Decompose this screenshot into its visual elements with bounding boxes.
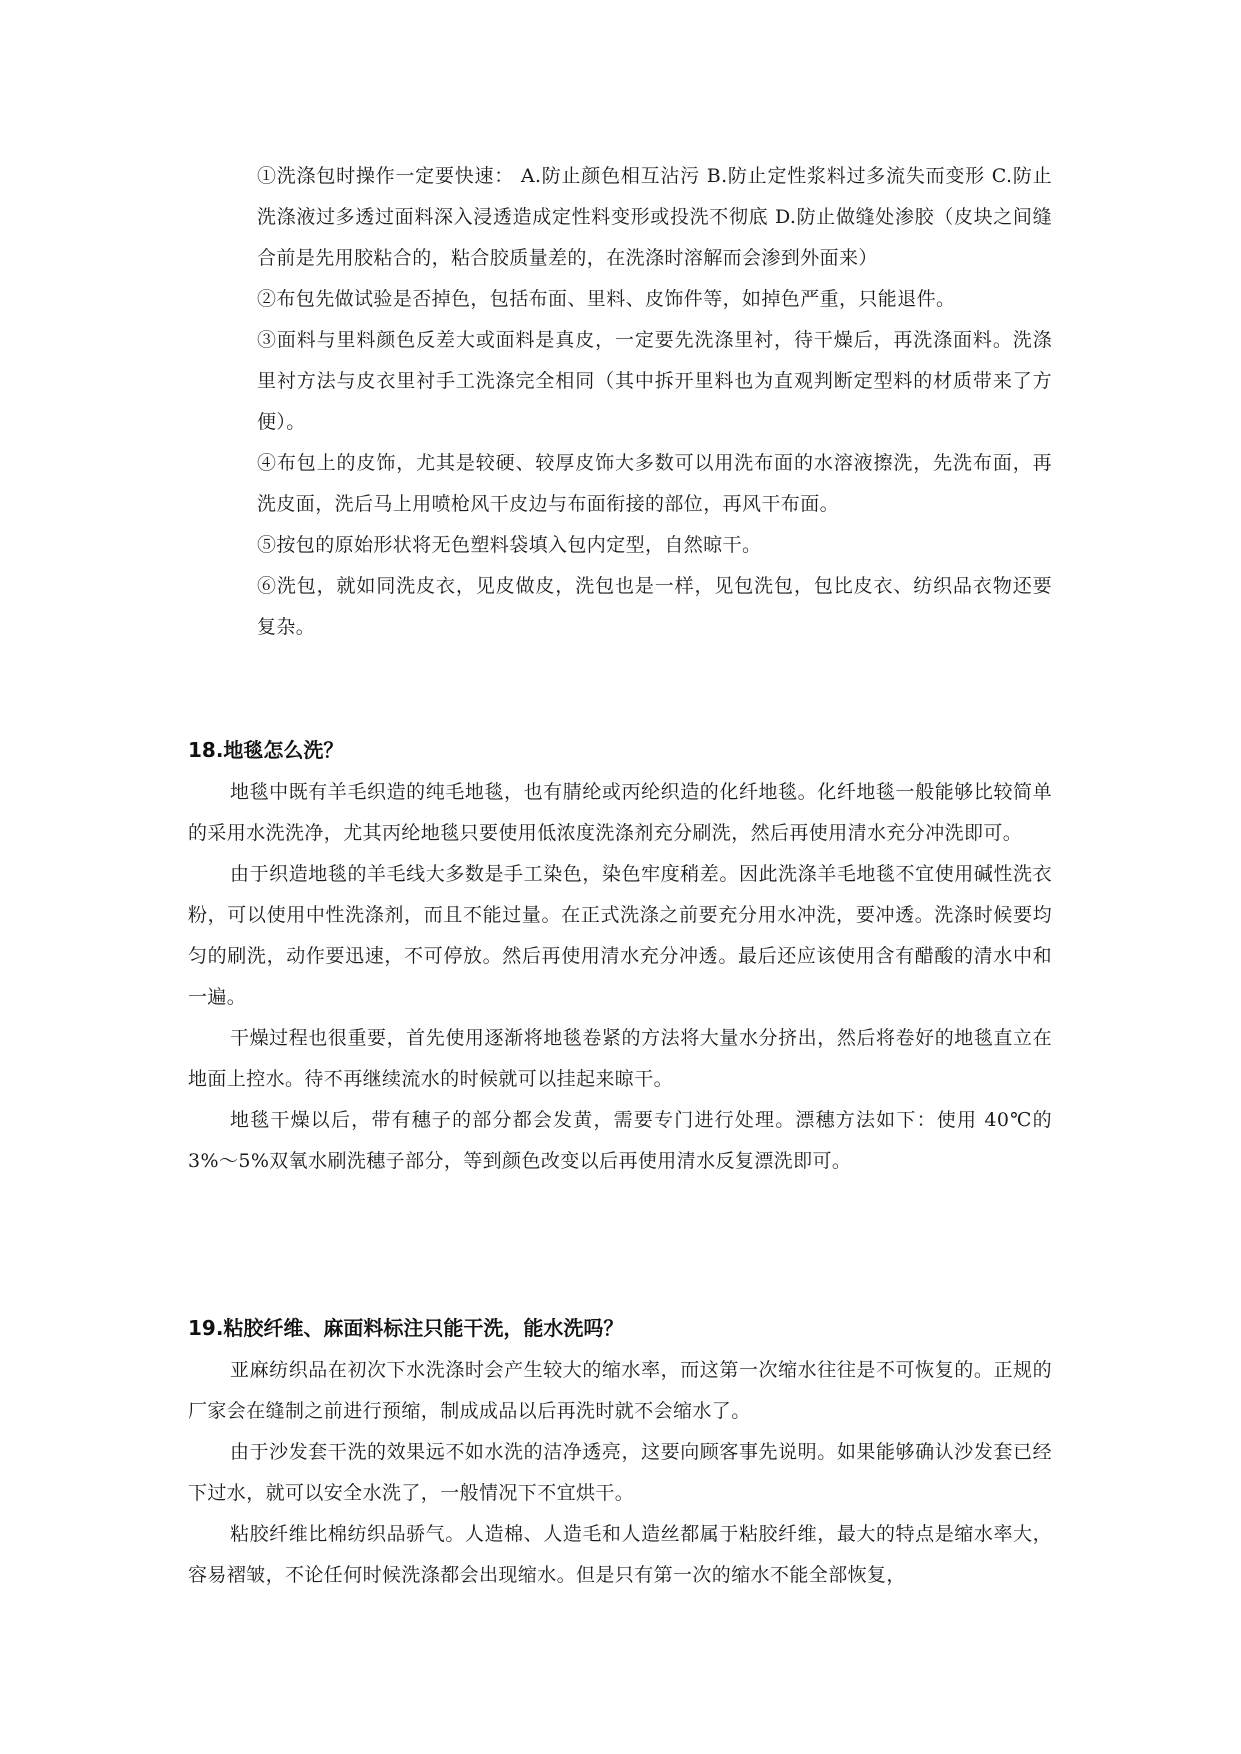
paragraph: 由于沙发套干洗的效果远不如水洗的洁净透亮，这要向顾客事先说明。如果能够确认沙发套已经下过水，就可以安全水洗了，一般情况下不宜烘干。 xyxy=(188,1441,1052,1504)
list-item: ⑥洗包，就如同洗皮衣，见皮做皮，洗包也是一样，见包洗包，包比皮衣、纺织品衣物还要复杂。 xyxy=(257,575,1052,638)
paragraph: 地毯中既有羊毛织造的纯毛地毯，也有腈纶或丙纶织造的化纤地毯。化纤地毯一般能够比较简单的采用水洗洗净，尤其丙纶地毯只要使用低浓度洗涤剂充分刷洗，然后再使用清水充分冲洗即可。 xyxy=(188,781,1052,844)
section-viscose-linen-washing xyxy=(188,1308,1052,1596)
list-item: ④布包上的皮饰，尤其是较硬、较厚皮饰大多数可以用洗布面的水溶液擦洗，先洗布面，再洗皮面，洗后马上用喷枪风干皮边与布面衔接的部位，再风干布面。 xyxy=(257,452,1052,515)
list-item: ⑤按包的原始形状将无色塑料袋填入包内定型，自然晾干。 xyxy=(257,534,762,556)
paragraph: 粘胶纤维比棉纺织品骄气。人造棉、人造毛和人造丝都属于粘胶纤维，最大的特点是缩水率大，容易褶皱，不论任何时候洗涤都会出现缩水。但是只有第一次的缩水不能全部恢复， xyxy=(188,1523,1052,1586)
section-heading: 19.粘胶纤维、麻面料标注只能干洗，能水洗吗？ xyxy=(188,1316,624,1340)
paragraph: 干燥过程也很重要，首先使用逐渐将地毯卷紧的方法将大量水分挤出，然后将卷好的地毯直立在地面上控水。待不再继续流水的时候就可以挂起来晾干。 xyxy=(188,1027,1052,1090)
paragraph: 由于织造地毯的羊毛线大多数是手工染色，染色牢度稍差。因此洗涤羊毛地毯不宜使用碱性洗衣粉，可以使用中性洗涤剂，而且不能过量。在正式洗涤之前要充分用水冲洗，要冲透。洗涤时候要均匀的刷洗，动作要迅速，不可停放。然后再使用清水充分冲透。最后还应该使用含有醋酸的清水中和一遍。 xyxy=(188,863,1052,1008)
bag-washing-steps-list xyxy=(257,156,1052,648)
section-heading: 18.地毯怎么洗？ xyxy=(188,738,344,762)
section-carpet-washing xyxy=(188,730,1052,1182)
list-item: ②布包先做试验是否掉色，包括布面、里料、皮饰件等，如掉色严重，只能退件。 xyxy=(257,288,956,310)
paragraph: 亚麻纺织品在初次下水洗涤时会产生较大的缩水率，而这第一次缩水往往是不可恢复的。正规的厂家会在缝制之前进行预缩，制成成品以后再洗时就不会缩水了。 xyxy=(188,1359,1052,1422)
list-item: ①洗涤包时操作一定要快速： A.防止颜色相互沾污 B.防止定性浆料过多流失而变形 C.防止洗涤液过多透过面料深入浸透造成定性料变形或投洗不彻底 D.防止做缝处渗胶（皮块之间缝合前是先用胶粘合的，粘合胶质量差的，在洗涤时溶解而会渗到外面来） xyxy=(257,165,1052,269)
list-item: ③面料与里料颜色反差大或面料是真皮，一定要先洗涤里衬，待干燥后，再洗涤面料。洗涤里衬方法与皮衣里衬手工洗涤完全相同（其中拆开里料也为直观判断定型料的材质带来了方便）。 xyxy=(257,329,1052,433)
paragraph: 地毯干燥以后，带有穗子的部分都会发黄，需要专门进行处理。漂穗方法如下：使用 40℃的 3%～5%双氧水刷洗穗子部分，等到颜色改变以后再使用清水反复漂洗即可。 xyxy=(188,1109,1052,1172)
